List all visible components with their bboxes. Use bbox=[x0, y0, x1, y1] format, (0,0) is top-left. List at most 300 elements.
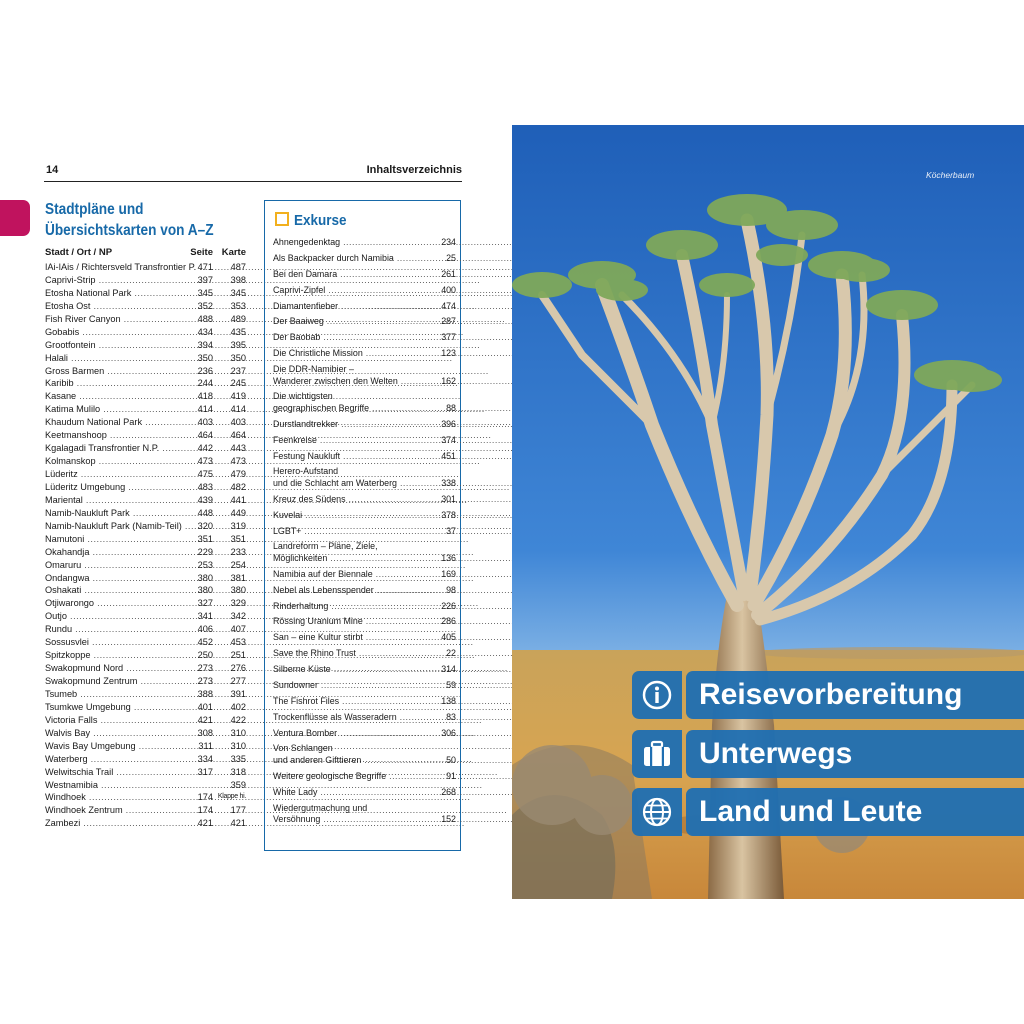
stadtplan-row bbox=[45, 352, 246, 365]
stadtplan-name: Windhoek Zentrum ..... bbox=[45, 804, 181, 817]
exkurs-title-line: White Lady ..... bbox=[273, 787, 433, 799]
stadtplan-karte: 276 bbox=[230, 663, 246, 674]
stadtplan-row bbox=[45, 468, 246, 481]
stadtplan-row bbox=[45, 533, 246, 546]
stadtplan-seite: 464 bbox=[197, 430, 213, 441]
stadtplan-row bbox=[45, 584, 246, 597]
stadtplan-row bbox=[45, 339, 246, 352]
exkurs-item bbox=[273, 648, 456, 664]
stadtplan-name: Kasane ..... bbox=[45, 390, 181, 403]
stadtplan-row bbox=[45, 313, 246, 326]
section-tab-land-und-leute[interactable] bbox=[632, 788, 1024, 836]
stadtplan-seite: 311 bbox=[198, 740, 213, 751]
exkurs-page: 451 bbox=[441, 450, 456, 461]
column-header-karte: Karte bbox=[221, 247, 246, 258]
exkurse-title bbox=[275, 212, 352, 230]
column-header-seite: Seite bbox=[190, 247, 213, 258]
exkurs-page: 405 bbox=[441, 632, 456, 643]
stadtplan-name: Namib-Naukluft Park ..... bbox=[45, 507, 181, 520]
stadtplan-row bbox=[45, 365, 246, 378]
exkurs-title-line: Silberne Küste ..... bbox=[273, 664, 433, 676]
stadtplan-row bbox=[45, 520, 246, 533]
exkurs-page: 37 bbox=[446, 525, 456, 536]
exkurs-page: 162 bbox=[441, 375, 456, 386]
exkurse-title-text: Exkurse bbox=[294, 212, 347, 229]
exkurs-title-line: Herero-Aufstand bbox=[273, 466, 339, 477]
stadtplan-name: Swakopmund Nord ..... bbox=[45, 662, 181, 675]
stadtplan-seite: 406 bbox=[197, 624, 213, 635]
exkurs-page: 138 bbox=[441, 695, 456, 706]
exkurs-page: 374 bbox=[441, 434, 456, 445]
stadtplan-row bbox=[45, 326, 246, 339]
exkurs-item bbox=[273, 664, 456, 680]
stadtplan-karte: 479 bbox=[230, 469, 246, 479]
stadtplan-karte: 177 bbox=[230, 805, 246, 816]
exkurs-page: 123 bbox=[441, 348, 456, 359]
stadtplan-karte: Klappe hi. bbox=[217, 793, 246, 801]
stadtplan-row bbox=[45, 817, 246, 830]
stadtplan-seite: 334 bbox=[197, 753, 213, 764]
stadtplan-name: Kolmanskop ..... bbox=[45, 455, 181, 468]
stadtplan-karte: 237 bbox=[230, 365, 246, 376]
stadtplan-row bbox=[45, 429, 246, 442]
exkurs-title-line: Trockenflüsse als Wasseradern ..... bbox=[273, 712, 433, 724]
exkurs-title-line: Nebel als Lebensspender ..... bbox=[273, 585, 433, 597]
stadtplan-row bbox=[45, 740, 246, 753]
stadtplan-seite: 418 bbox=[197, 391, 213, 402]
stadtplan-karte: 421 bbox=[230, 818, 246, 829]
exkurs-title-line: Diamantenfieber ..... bbox=[273, 301, 433, 313]
exkurs-item bbox=[273, 585, 456, 601]
stadtplaene-list bbox=[45, 261, 246, 830]
stadtplan-row bbox=[45, 390, 246, 403]
exkurs-title-line: Sundowner ..... bbox=[273, 680, 433, 692]
stadtplan-seite: 414 bbox=[197, 404, 213, 415]
exkurs-item bbox=[273, 526, 456, 542]
stadtplan-seite: 394 bbox=[197, 339, 213, 350]
stadtplan-seite: 236 bbox=[197, 365, 213, 376]
exkurs-page: 98 bbox=[446, 584, 456, 595]
stadtplan-karte: 359 bbox=[230, 779, 246, 790]
stadtplan-name: Oshakati ..... bbox=[45, 584, 181, 597]
stadtplan-seite: 421 bbox=[197, 818, 213, 829]
stadtplan-seite: 483 bbox=[197, 481, 213, 492]
stadtplan-row bbox=[45, 300, 246, 313]
stadtplan-seite: 421 bbox=[197, 714, 213, 725]
exkurs-title-line: und die Schlacht am Waterberg ..... bbox=[273, 478, 433, 490]
exkurs-page: 88 bbox=[446, 402, 456, 413]
exkurs-title-line: Durstlandtrekker ..... bbox=[273, 419, 433, 431]
exkurs-item bbox=[273, 253, 456, 269]
stadtplan-seite: 341 bbox=[197, 611, 213, 622]
exkurs-page: 314 bbox=[441, 664, 456, 674]
stadtplan-karte: 407 bbox=[230, 624, 246, 635]
stadtplan-karte: 335 bbox=[230, 753, 246, 764]
stadtplan-karte: 422 bbox=[230, 714, 246, 725]
stadtplan-name: Swakopmund Zentrum ..... bbox=[45, 675, 181, 688]
stadtplan-karte: 464 bbox=[230, 430, 246, 441]
stadtplan-name: Namutoni ..... bbox=[45, 533, 181, 546]
stadtplan-row bbox=[45, 610, 246, 623]
stadtplan-karte: 398 bbox=[230, 274, 246, 285]
stadtplan-row bbox=[45, 572, 246, 585]
stadtplan-karte: 419 bbox=[230, 391, 246, 402]
stadtplan-name: Fish River Canyon ..... bbox=[45, 313, 181, 326]
stadtplan-karte: 414 bbox=[230, 404, 246, 415]
exkurs-item bbox=[273, 803, 456, 830]
stadtplan-row bbox=[45, 442, 246, 455]
stadtplan-row bbox=[45, 481, 246, 494]
stadtplan-row bbox=[45, 597, 246, 610]
exkurs-item bbox=[273, 632, 456, 648]
exkurs-page: 306 bbox=[441, 727, 456, 738]
stadtplan-name: Lüderitz Umgebung ..... bbox=[45, 481, 181, 494]
exkurs-item bbox=[273, 364, 456, 391]
stadtplan-karte: 441 bbox=[230, 494, 246, 505]
quiver-tree-photo bbox=[512, 125, 1024, 899]
stadtplan-row bbox=[45, 779, 246, 792]
exkurs-page: 261 bbox=[441, 268, 456, 279]
stadtplan-karte: 482 bbox=[230, 481, 246, 492]
stadtplan-name: Waterberg ..... bbox=[45, 753, 181, 766]
stadtplan-name: Wavis Bay Umgebung ..... bbox=[45, 740, 181, 753]
stadtplan-name: Etosha Ost ..... bbox=[45, 300, 181, 313]
exkurs-item bbox=[273, 510, 456, 526]
exkurs-item bbox=[273, 494, 456, 510]
exkurs-title-line: Feenkreise ..... bbox=[273, 435, 433, 447]
stadtplan-name: Okahandja ..... bbox=[45, 546, 181, 559]
exkurs-page: 377 bbox=[441, 332, 456, 343]
stadtplan-name: Mariental ..... bbox=[45, 494, 181, 507]
exkurs-item bbox=[273, 466, 456, 493]
exkurs-item bbox=[273, 728, 456, 744]
exkurs-title-line: Kuvelai ..... bbox=[273, 510, 433, 522]
exkurs-page: 169 bbox=[441, 568, 456, 579]
exkurs-title-line: Weitere geologische Begriffe ..... bbox=[273, 771, 433, 783]
stadtplan-seite: 475 bbox=[197, 469, 213, 479]
exkurs-page: 25 bbox=[446, 252, 456, 263]
stadtplan-seite: 253 bbox=[197, 559, 213, 570]
stadtplan-seite: 452 bbox=[197, 637, 213, 648]
stadtplan-karte: 380 bbox=[230, 585, 246, 596]
stadtplan-name: ǀAi-ǀAis / Richtersveld Transfrontier P. ..... bbox=[45, 261, 181, 274]
exkurse-list bbox=[273, 237, 456, 830]
stadtplan-name: Namib-Naukluft Park (Namib-Teil) ..... bbox=[45, 520, 181, 533]
section-label: Land und Leute bbox=[699, 795, 923, 828]
exkurs-item bbox=[273, 616, 456, 632]
stadtplan-row bbox=[45, 766, 246, 779]
stadtplan-name: Omaruru ..... bbox=[45, 559, 181, 572]
stadtplan-seite: 401 bbox=[197, 701, 213, 712]
stadtplan-name: Khaudum National Park ..... bbox=[45, 416, 181, 429]
exkurs-title-line: und anderen Gifttieren ..... bbox=[273, 755, 433, 767]
square-icon bbox=[275, 212, 289, 226]
exkurs-title-line: San – eine Kultur stirbt ..... bbox=[273, 632, 433, 644]
suitcase-icon bbox=[641, 738, 673, 770]
stadtplan-name: Gross Barmen ..... bbox=[45, 365, 181, 378]
stadtplan-karte: 449 bbox=[230, 507, 246, 518]
stadtplan-seite: 439 bbox=[197, 494, 213, 505]
chapter-thumb-tab bbox=[0, 200, 30, 236]
exkurs-page: 91 bbox=[446, 770, 456, 781]
exkurs-title-line: geographischen Begriffe ..... bbox=[273, 403, 433, 415]
stadtplaene-column-headers bbox=[45, 247, 246, 260]
stadtplan-name: Grootfontein ..... bbox=[45, 339, 181, 352]
exkurs-item bbox=[273, 771, 456, 787]
exkurs-page: 474 bbox=[441, 300, 456, 311]
exkurs-page: 59 bbox=[446, 679, 456, 690]
stadtplan-row bbox=[45, 559, 246, 572]
exkurs-item bbox=[273, 787, 456, 803]
stadtplan-seite: 397 bbox=[197, 274, 213, 285]
globe-icon bbox=[641, 796, 673, 828]
exkurs-title-line: Landreform – Pläne, Ziele, bbox=[273, 541, 378, 552]
stadtplan-seite: 471 bbox=[197, 262, 213, 272]
stadtplan-seite: 229 bbox=[197, 546, 213, 557]
stadtplan-name: Tsumkwe Umgebung ..... bbox=[45, 701, 181, 714]
exkurs-title-line: Kreuz des Südens ..... bbox=[273, 494, 433, 506]
stadtplan-name: Victoria Falls ..... bbox=[45, 714, 181, 727]
stadtplan-row bbox=[45, 261, 246, 274]
exkurs-title-line: Rinderhaltung ..... bbox=[273, 601, 433, 613]
exkurs-title-line: Möglichkeiten ..... bbox=[273, 553, 433, 565]
stadtplan-karte: 329 bbox=[230, 598, 246, 609]
exkurs-item bbox=[273, 451, 456, 467]
stadtplan-karte: 251 bbox=[230, 650, 246, 661]
stadtplan-seite: 488 bbox=[197, 313, 213, 324]
exkurs-page: 378 bbox=[441, 509, 456, 520]
stadtplan-seite: 352 bbox=[197, 300, 213, 311]
quiver-tree-illustration bbox=[512, 125, 1024, 899]
stadtplan-name: Sossusvlei ..... bbox=[45, 636, 181, 649]
exkurs-page: 22 bbox=[446, 648, 456, 659]
page-number: 14 bbox=[46, 164, 59, 176]
exkurs-item bbox=[273, 419, 456, 435]
exkurs-page: 287 bbox=[441, 316, 456, 327]
stadtplan-karte: 310 bbox=[230, 740, 246, 751]
section-tab-unterwegs[interactable] bbox=[632, 730, 1024, 778]
stadtplan-name: Outjo ..... bbox=[45, 610, 181, 623]
stadtplan-karte: 342 bbox=[230, 611, 246, 622]
exkurs-title-line: Die DDR-Namibier – bbox=[273, 364, 354, 374]
stadtplan-seite: 320 bbox=[197, 520, 213, 531]
stadtplan-seite: 244 bbox=[197, 378, 213, 389]
exkurs-title-line: LGBT+ ..... bbox=[273, 526, 433, 538]
stadtplan-karte: 489 bbox=[230, 313, 246, 324]
stadtplan-karte: 277 bbox=[230, 676, 246, 686]
stadtplan-karte: 403 bbox=[230, 417, 246, 428]
stadtplan-seite: 327 bbox=[197, 598, 213, 609]
section-tab-reisevorbereitung[interactable] bbox=[632, 671, 1024, 719]
stadtplan-seite: 434 bbox=[197, 326, 213, 337]
stadtplan-name: Caprivi-Strip ..... bbox=[45, 274, 181, 287]
stadtplan-row bbox=[45, 649, 246, 662]
exkurs-title-line: Caprivi-Zipfel ..... bbox=[273, 285, 433, 297]
exkurs-item bbox=[273, 301, 456, 317]
stadtplan-row bbox=[45, 791, 246, 804]
stadtplan-name: Katima Mulilo ..... bbox=[45, 403, 181, 416]
exkurs-title-line: Von Schlangen bbox=[273, 743, 333, 754]
stadtplan-seite: 345 bbox=[197, 287, 213, 298]
stadtplan-karte: 233 bbox=[230, 546, 246, 557]
stadtplan-row bbox=[45, 546, 246, 559]
stadtplan-name: Zambezi ..... bbox=[45, 817, 181, 830]
stadtplan-seite: 273 bbox=[197, 676, 213, 686]
stadtplan-seite: 448 bbox=[197, 507, 213, 518]
exkurs-item bbox=[273, 269, 456, 285]
exkurs-title-line: Ahnengedenktag ..... bbox=[273, 237, 433, 249]
exkurs-item bbox=[273, 285, 456, 301]
stadtplan-name: Kgalagadi Transfrontier N.P. ..... bbox=[45, 442, 181, 455]
stadtplan-row bbox=[45, 623, 246, 636]
stadtplan-name: Keetmanshoop ..... bbox=[45, 429, 181, 442]
exkurs-title-line: Bei den Damara ..... bbox=[273, 269, 433, 281]
stadtplan-row bbox=[45, 274, 246, 287]
stadtplan-seite: 174 bbox=[197, 805, 213, 816]
exkurs-page: 396 bbox=[441, 418, 456, 429]
stadtplan-karte: 381 bbox=[230, 572, 246, 583]
stadtplan-name: Gobabis ..... bbox=[45, 326, 181, 339]
exkurs-title-line: Der Baaiweg ..... bbox=[273, 316, 433, 328]
stadtplan-row bbox=[45, 377, 246, 390]
exkurs-item bbox=[273, 712, 456, 728]
stadtplan-karte: 318 bbox=[230, 766, 246, 777]
stadtplan-row bbox=[45, 403, 246, 416]
page-header-title: Inhaltsverzeichnis bbox=[366, 164, 462, 176]
stadtplan-karte: 345 bbox=[230, 287, 246, 298]
exkurs-page: 136 bbox=[441, 552, 456, 563]
exkurs-title-line: Als Backpacker durch Namibia ..... bbox=[273, 253, 433, 265]
info-icon bbox=[641, 679, 673, 711]
exkurs-page: 50 bbox=[446, 754, 456, 765]
section-label: Unterwegs bbox=[699, 737, 853, 770]
stadtplan-row bbox=[45, 455, 246, 468]
stadtplan-name: Ondangwa ..... bbox=[45, 572, 181, 585]
exkurs-item bbox=[273, 680, 456, 696]
stadtplan-karte: 402 bbox=[230, 701, 246, 712]
exkurs-title-line: Wiedergutmachung und bbox=[273, 802, 368, 813]
photo-caption: Köcherbaum bbox=[926, 170, 975, 180]
stadtplan-seite: 473 bbox=[197, 456, 213, 467]
stadtplan-seite: 442 bbox=[197, 443, 213, 454]
exkurs-item bbox=[273, 435, 456, 451]
exkurse-box bbox=[264, 200, 461, 851]
exkurs-page: 400 bbox=[441, 284, 456, 295]
stadtplan-karte: 353 bbox=[230, 300, 246, 311]
stadtplan-seite: 380 bbox=[197, 572, 213, 583]
stadtplan-karte: 473 bbox=[230, 456, 246, 467]
exkurs-title-line: Save the Rhino Trust ..... bbox=[273, 648, 433, 660]
stadtplan-karte: 319 bbox=[230, 520, 246, 531]
exkurs-title-line: Wanderer zwischen den Welten ..... bbox=[273, 376, 433, 388]
stadtplan-name: Welwitschia Trail ..... bbox=[45, 766, 181, 779]
exkurs-page: 83 bbox=[446, 711, 456, 722]
stadtplan-seite: 273 bbox=[197, 663, 213, 674]
exkurs-item bbox=[273, 601, 456, 617]
exkurs-item bbox=[273, 569, 456, 585]
stadtplan-seite: 351 bbox=[197, 533, 213, 544]
stadtplaene-heading-line2: Übersichtskarten von A–Z bbox=[45, 222, 214, 239]
exkurs-page: 234 bbox=[441, 237, 456, 247]
stadtplan-name: Lüderitz ..... bbox=[45, 468, 181, 481]
stadtplaene-heading bbox=[45, 199, 221, 241]
exkurs-item bbox=[273, 332, 456, 348]
exkurs-item bbox=[273, 743, 456, 770]
exkurs-title-line: Namibia auf der Biennale ..... bbox=[273, 569, 433, 581]
stadtplan-row bbox=[45, 287, 246, 300]
exkurs-item bbox=[273, 237, 456, 253]
stadtplan-name: Otjiwarongo ..... bbox=[45, 597, 181, 610]
section-label: Reisevorbereitung bbox=[699, 678, 963, 711]
stadtplan-karte: 351 bbox=[230, 533, 246, 544]
stadtplan-row bbox=[45, 662, 246, 675]
stadtplan-karte: 443 bbox=[230, 443, 246, 454]
stadtplan-karte: 310 bbox=[230, 727, 246, 738]
stadtplan-row bbox=[45, 688, 246, 701]
stadtplaene-heading-line1: Stadtpläne und bbox=[45, 201, 144, 218]
stadtplan-seite: 174 bbox=[197, 792, 213, 803]
stadtplan-karte: 391 bbox=[230, 688, 246, 699]
stadtplan-row bbox=[45, 675, 246, 688]
stadtplan-karte: 350 bbox=[230, 352, 246, 363]
stadtplan-name: Walvis Bay ..... bbox=[45, 727, 181, 740]
stadtplan-row bbox=[45, 714, 246, 727]
exkurs-item bbox=[273, 696, 456, 712]
stadtplan-seite: 403 bbox=[197, 417, 213, 428]
exkurs-title-line: Versöhnung ..... bbox=[273, 814, 433, 826]
stadtplan-karte: 453 bbox=[230, 637, 246, 648]
exkurs-page: 268 bbox=[441, 786, 456, 797]
stadtplan-name: Westnamibia ..... bbox=[45, 779, 181, 792]
stadtplan-karte: 435 bbox=[230, 326, 246, 337]
exkurs-title-line: Rössing Uranium Mine ..... bbox=[273, 616, 433, 628]
stadtplan-row bbox=[45, 727, 246, 740]
stadtplan-row bbox=[45, 416, 246, 429]
exkurs-item bbox=[273, 316, 456, 332]
stadtplan-karte: 245 bbox=[230, 378, 246, 389]
exkurs-page: 338 bbox=[441, 477, 456, 488]
stadtplan-seite: 250 bbox=[197, 650, 213, 661]
stadtplan-karte: 487 bbox=[230, 262, 246, 272]
stadtplan-seite: 350 bbox=[197, 352, 213, 363]
stadtplan-name: Tsumeb ..... bbox=[45, 688, 181, 701]
stadtplan-name: Windhoek ..... bbox=[45, 791, 181, 804]
stadtplan-row bbox=[45, 636, 246, 649]
stadtplan-seite: 380 bbox=[197, 585, 213, 596]
stadtplan-row bbox=[45, 507, 246, 520]
exkurs-item bbox=[273, 391, 456, 418]
stadtplan-row bbox=[45, 804, 246, 817]
stadtplan-name: Spitzkoppe ..... bbox=[45, 649, 181, 662]
column-header-name: Stadt / Ort / NP bbox=[45, 247, 113, 258]
stadtplan-karte: 395 bbox=[230, 339, 246, 350]
exkurs-title-line: Ventura Bomber ..... bbox=[273, 728, 433, 740]
stadtplan-row bbox=[45, 494, 246, 507]
exkurs-title-line: Festung Naukluft ..... bbox=[273, 451, 433, 463]
exkurs-page: 301 bbox=[441, 493, 456, 504]
exkurs-title-line: The Fishrot Files ..... bbox=[273, 696, 433, 708]
stadtplan-seite: 388 bbox=[197, 688, 213, 699]
stadtplan-seite: 308 bbox=[197, 727, 213, 738]
exkurs-title-line: Die Christliche Mission ..... bbox=[273, 348, 433, 360]
exkurs-item bbox=[273, 541, 456, 568]
stadtplan-name: Rundu ..... bbox=[45, 623, 181, 636]
exkurs-page: 152 bbox=[441, 814, 456, 824]
stadtplan-name: Etosha National Park ..... bbox=[45, 287, 181, 300]
exkurs-page: 226 bbox=[441, 600, 456, 611]
stadtplan-row bbox=[45, 701, 246, 714]
exkurs-title-line: Der Baobab ..... bbox=[273, 332, 433, 344]
